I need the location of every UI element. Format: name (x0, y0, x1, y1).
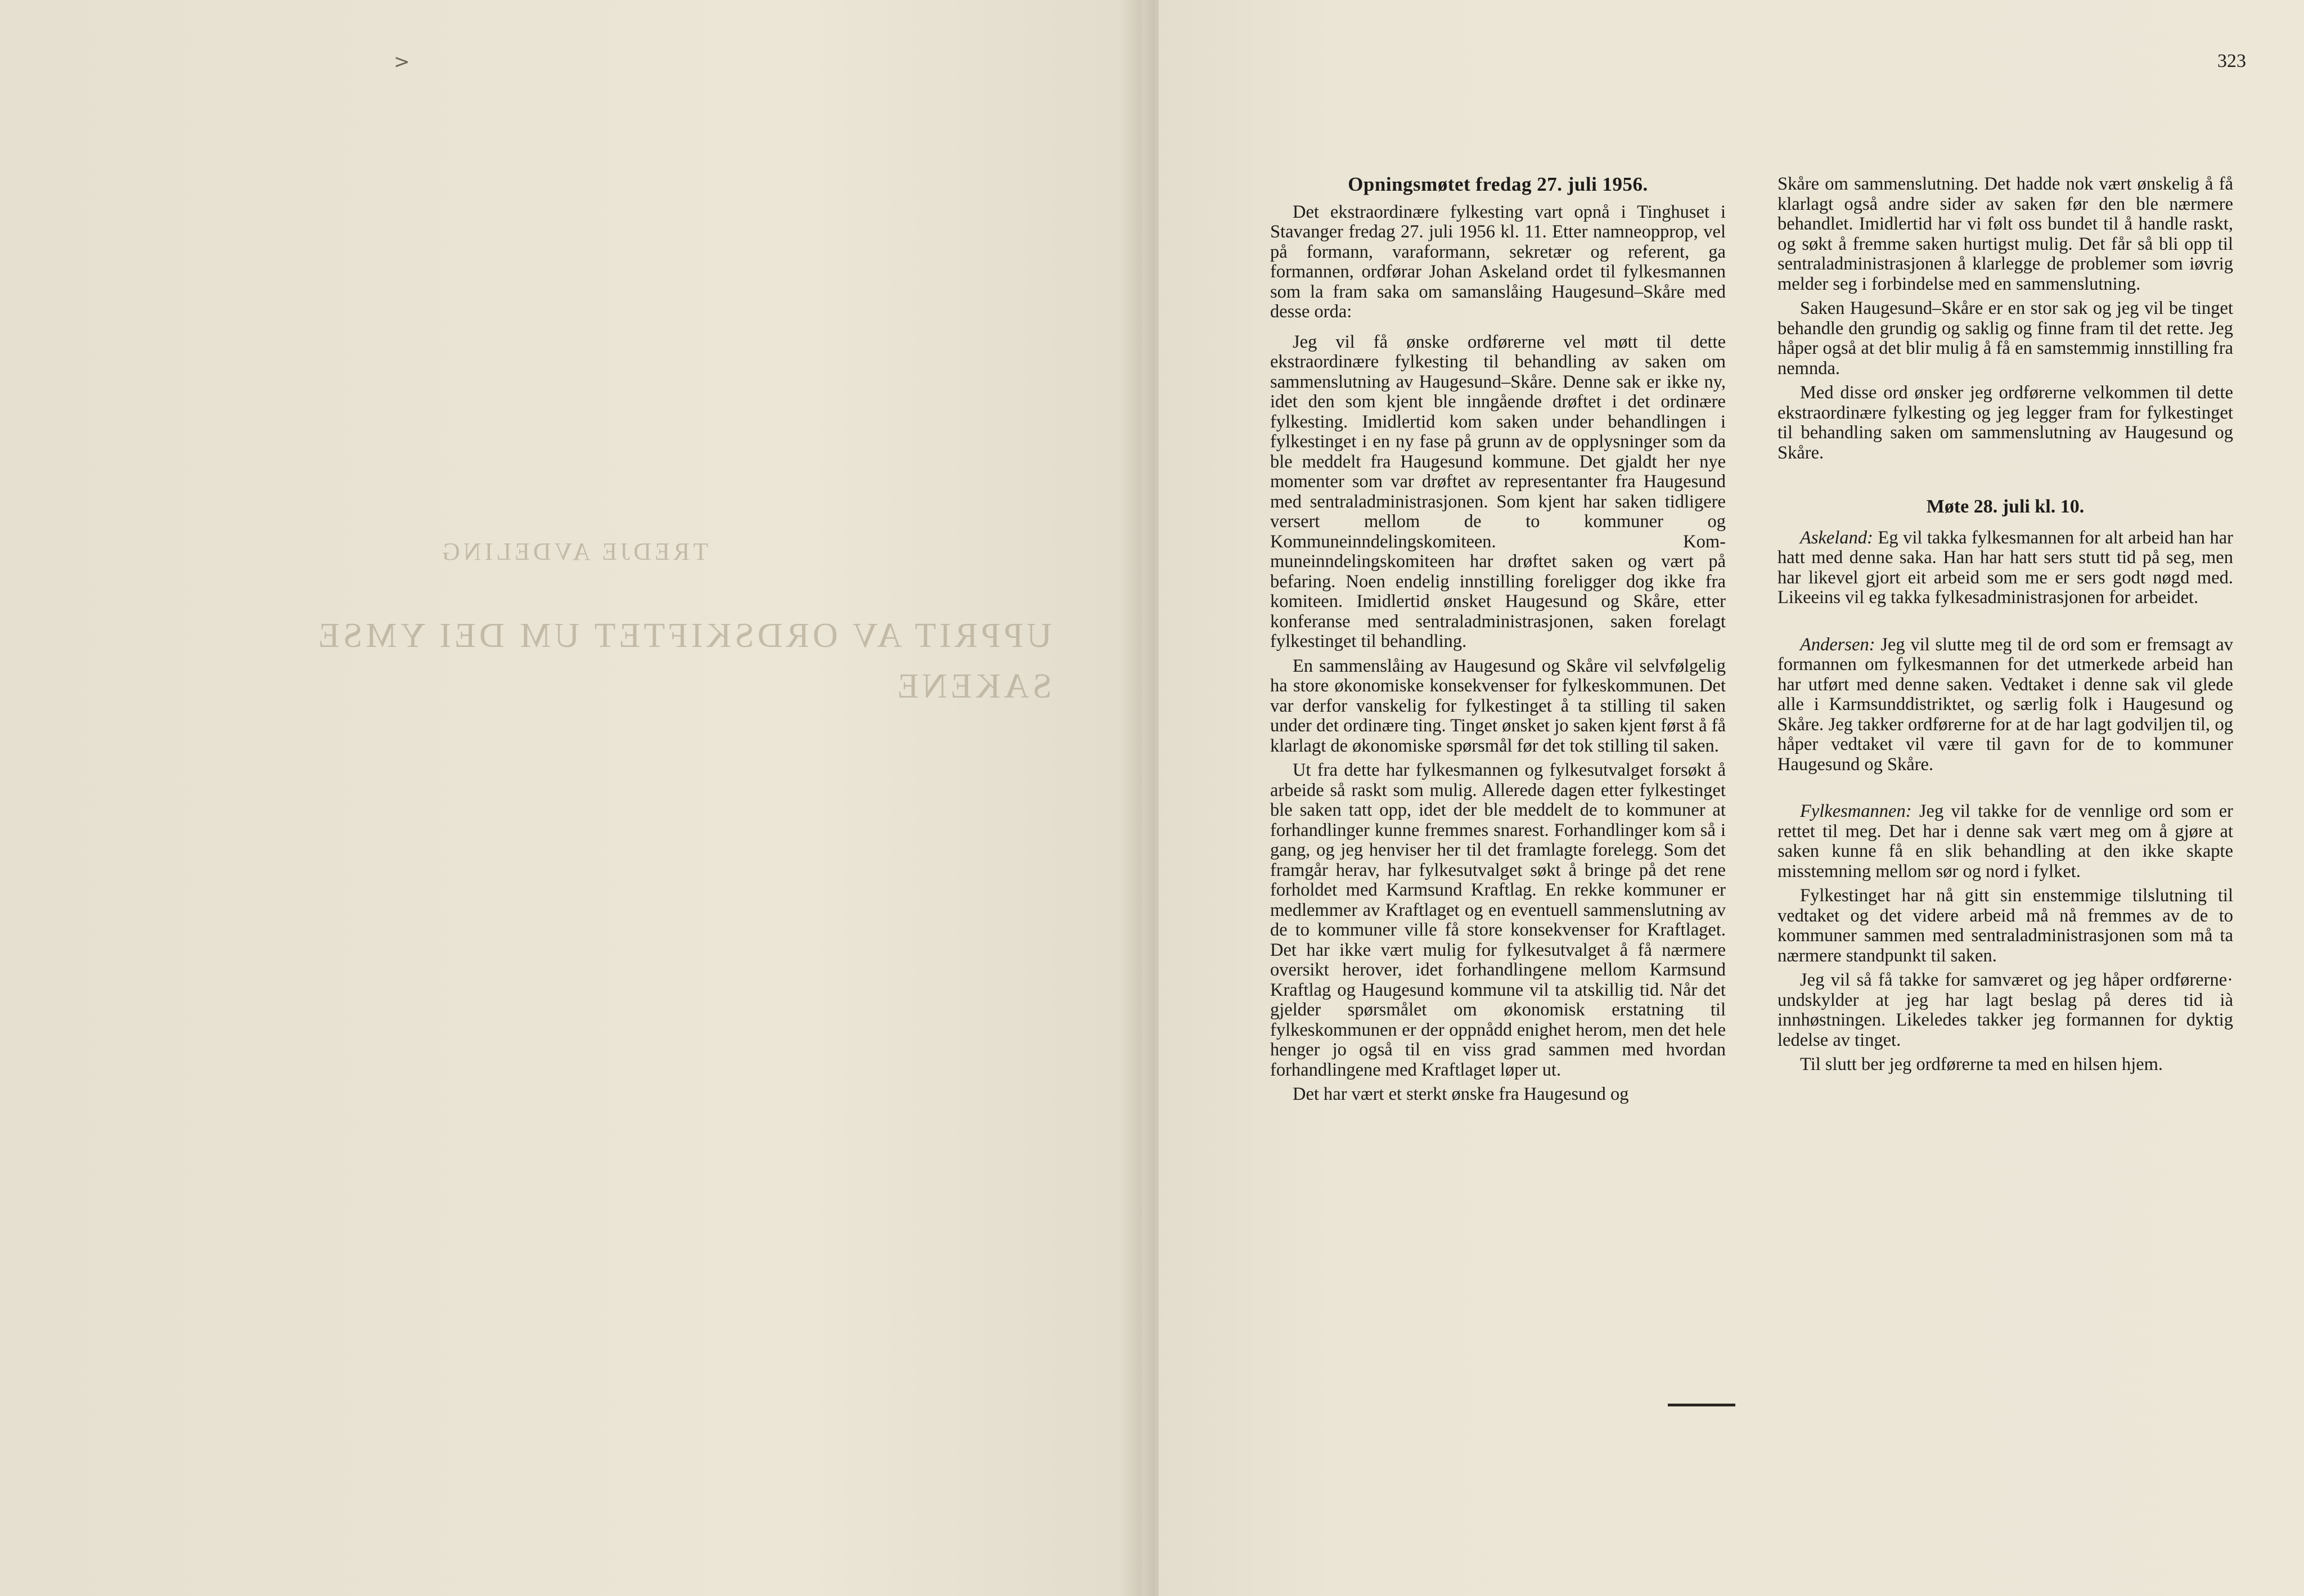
paragraph: Jeg vil få ønske ordførerne vel møtt til dette ekstraordinære fylkesting til behandling av saken om sammenslutning av Haugesund–Skåre. Denne sak er ikke ny, idet den som kjent ble inngående drøftet i det ordinære fylkesting. Imidlertid kom saken under behandlingen i fylkestinget i en ny fase på grunn av de opplysninger som da ble meddelt fra Haugesund kommune. Det gjaldt her nye momenter som var drøftet av representanter fra Haugesund med sentraladministrasjonen. Som kjent har saken tidligere versert mellom de to kommuner og Kommuneinndelingskomiteen. Kom-muneinndelingskomiteen har drøftet saken og vært på befaring. Noen endelig innstilling foreligger dog ikke fra komiteen. Imidlertid ønsket Haugesund og Skåre, etter konferanse med sentraladministrasjonen, saken forelagt fylkestinget til behandling. (1270, 331, 1726, 651)
speaker-name: Andersen: (1800, 634, 1875, 655)
paragraph: Det ekstraordinære fylkesting vart opnå i Tinghuset i Stavanger fredag 27. juli 1956 kl. 11. Etter namneopprop, vel på formann, varaformann, sekretær og referent, ga formannen, ordførar Johan Askeland ordet til fylkesmannen som la fram saka om samanslåing Haugesund–Skåre med desse orda: (1270, 201, 1726, 322)
paragraph: Saken Haugesund–Skåre er en stor sak og jeg vil be tinget behandle den grundig og saklig og finne fram til det rette. Jeg håper også at det blir mulig å få en samstemmig innstilling fra nemnda. (1778, 298, 2233, 379)
closing-rule (1668, 1404, 1735, 1406)
speech-text: Jeg vil slutte meg til de ord som er fremsagt av formannen om fylkesmannen for det utmerkede arbeid han har utført med denne saken. Vedtaket i denne sak vil glede alle i Karmsunddistriktet, og særlig folk i Haugesund og Skåre. Jeg takker ordførerne for at de har lagt godviljen til, og håper vedtaket vil være til gavn for de to kommuner Haugesund og Skåre. (1778, 634, 2233, 775)
page-mark-glyph: > (394, 51, 410, 73)
speech-andersen (1778, 635, 2233, 775)
paragraph: Ut fra dette har fylkesmannen og fylkesutvalget forsøkt å arbeide så raskt som mulig. Allerede dagen etter fylkestinget ble saken tatt opp, idet der ble meddelt de to kommuner at forhandlinger kunne fremmes snarest. Forhandlinger kom så i gang, og jeg henviser her til det framlagte forelegg. Som det framgår herav, har fylkesutvalget søkt å bringe på det rene forholdet med Karmsund Kraftlag. En rekke kommuner er medlemmer av Kraftlaget og en eventuell sammenslutning av de to kommuner ville få store konsekvenser for Kraftlaget. Det har ikke vært mulig for fylkesutvalget å få nærmere oversikt herover, idet forhandlingene mellom Karmsund Kraftlag og Haugesund kommune vil ta atskillig tid. Når det gjelder spørsmålet om økonomisk erstatning til fylkeskommunen er der oppnådd enighet herom, men det hele henger jo også til en viss grad sammen med hvordan forhandlingene med Kraftlaget løper ut. (1270, 760, 1726, 1080)
meeting-title: Møte 28. juli kl. 10. (1926, 496, 2085, 517)
paragraph: Jeg vil så få takke for samværet og jeg håper ordførerne· undskylder at jeg har lagt beslag på deres tid ià innhøstningen. Likeledes takker jeg formannen for dyktig ledelse av tinget. (1778, 970, 2233, 1050)
text-column-left (1270, 174, 1726, 1109)
bleed-heading-2: UPPRIT AV ORDSKIFTET UM DEI YMSE SAKENE (315, 617, 1052, 705)
speaker-name: Fylkesmannen: (1800, 801, 1912, 821)
left-page (0, 0, 1142, 1596)
speaker-name: Askeland: (1800, 527, 1873, 548)
paragraph: Med disse ord ønsker jeg ordførerne velkommen til dette ekstraordinære fylkesting og jeg legger fram for fylkestinget til behandling saken om sammenslutning av Haugesund og Skåre. (1778, 383, 2233, 463)
paragraph: En sammenslåing av Haugesund og Skåre vil selvfølgelig ha store økonomiske konsekvenser for fylkeskommunen. Det var derfor vanskelig for fylkestinget å ta stilling til saken under det ordinære ting. Tinget ønsket jo saken kjent først å få klarlagt de økonomiske spørsmål før det tok stilling til saken. (1270, 655, 1726, 756)
bleed-heading-1: TREDJE AVDELING (439, 538, 709, 565)
speech-askeland (1778, 528, 2233, 608)
page-number: 323 (2217, 51, 2246, 71)
paragraph: Til slutt ber jeg ordførerne ta med en hilsen hjem. (1800, 1054, 2163, 1075)
speech-text: Jeg vil takke for de vennlige ord som er rettet til meg. Det har i denne sak vært meg om å gjøre at saken kunne få en slik behandling at den ikke skapte misstemning mellom sør og nord i fylket. (1778, 801, 2233, 882)
speech-fylkesmannen (1778, 802, 2233, 882)
speech-text: Eg vil takka fylkesmannen for alt arbeid han har hatt med denne saka. Han har hatt sers stutt tid på seg, men har likevel gjort eit arbeid som me er sers godt nøgd med. Likeeins vil eg takka fylkesadministrasjonen for arbeidet. (1778, 527, 2233, 608)
section-title: Opningsmøtet fredag 27. juli 1956. (1348, 173, 1648, 195)
paragraph: Det har vært et sterkt ønske fra Haugesund og (1293, 1084, 1629, 1104)
text-column-right (1778, 174, 2233, 1080)
paragraph: Fylkestinget har nå gitt sin enstemmige tilslutning til vedtaket og det videre arbeid må nå fremmes av de to kommuner sammen med sentraladministrasjonen som må ta nærmere standpunkt til saken. (1778, 885, 2233, 966)
paragraph: Skåre om sammenslutning. Det hadde nok vært ønskelig å få klarlagt også andre sider av saken før den ble nærmere behandlet. Imidlertid har vi følt oss bundet til å handle raskt, og søkt å fremme saken hurtigst mulig. Det får så bli opp til sentraladministrasjonen å klarlegge de problemer som iøvrig melder seg i forbindelse med en sammenslutning. (1778, 174, 2233, 294)
